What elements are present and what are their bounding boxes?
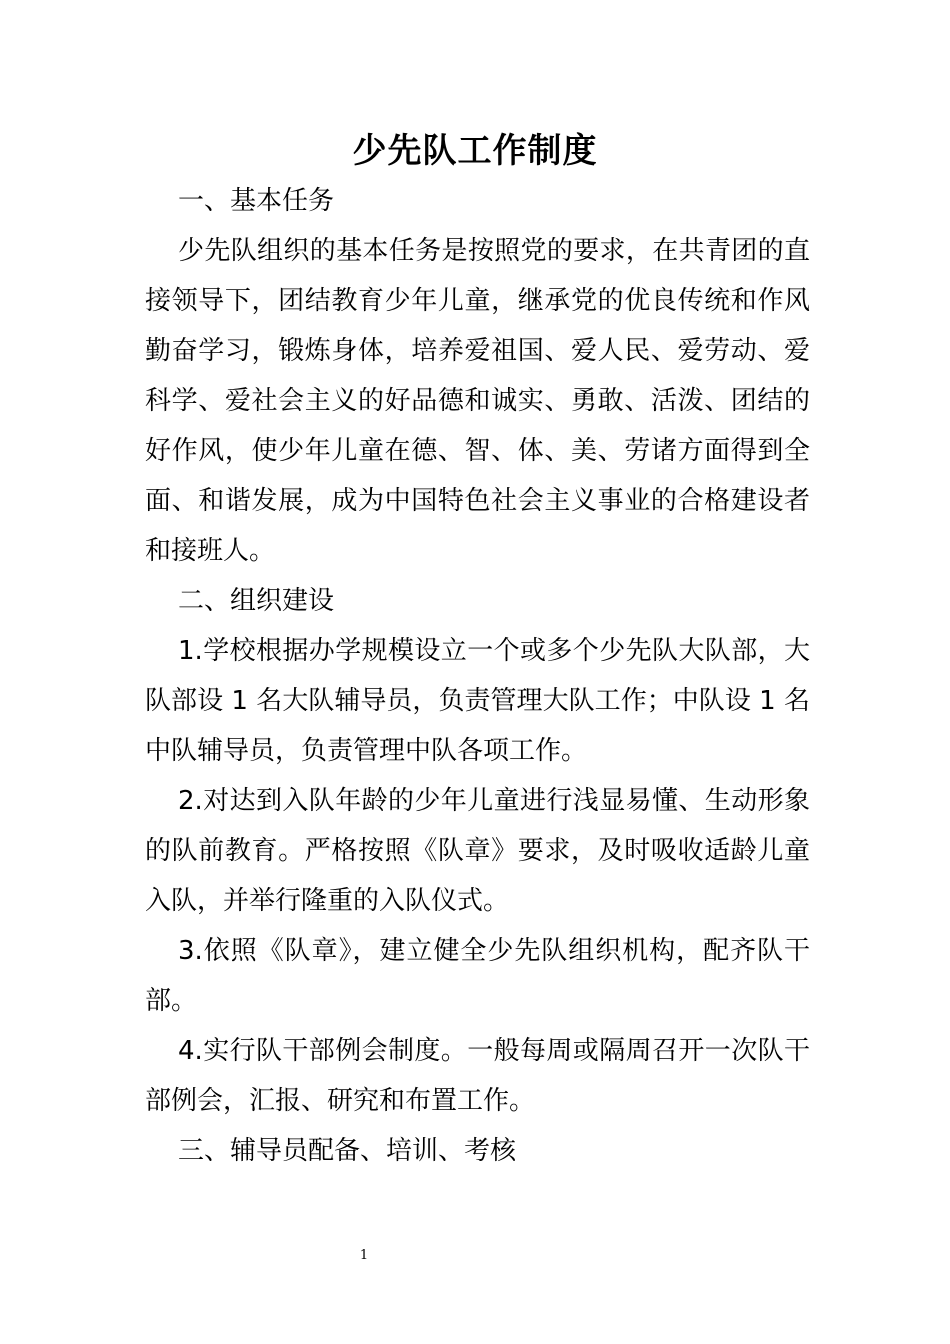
section-heading-counselors: 三、辅导员配备、培训、考核 bbox=[178, 1136, 517, 1166]
paragraph-item-4: 4.实行队干部例会制度。一般每周或隔周召开一次队干部例会，汇报、研究和布置工作。 bbox=[145, 1036, 810, 1116]
document-body bbox=[145, 176, 810, 1176]
paragraph-item-3: 3.依照《队章》，建立健全少先队组织机构，配齐队干部。 bbox=[145, 936, 810, 1016]
page-number: 1 bbox=[359, 1248, 369, 1263]
paragraph-item-2: 2.对达到入队年龄的少年儿童进行浅显易懂、生动形象的队前教育。严格按照《队章》要求，及时吸收适龄儿童入队，并举行隆重的入队仪式。 bbox=[145, 786, 810, 916]
paragraph-item-1: 1.学校根据办学规模设立一个或多个少先队大队部，大队部设 1 名大队辅导员，负责管理大队工作；中队设 1 名中队辅导员，负责管理中队各项工作。 bbox=[145, 636, 810, 766]
section-heading-organization: 二、组织建设 bbox=[178, 586, 335, 616]
document-title: 少先队工作制度 bbox=[352, 131, 598, 171]
paragraph-basic-tasks: 少先队组织的基本任务是按照党的要求，在共青团的直接领导下，团结教育少年儿童，继承党的优良传统和作风勤奋学习，锻炼身体，培养爱祖国、爱人民、爱劳动、爱科学、爱社会主义的好品德和诚实、勇敢、活泼、团结的好作风，使少年儿童在德、智、体、美、劳诸方面得到全面、和谐发展，成为中国特色社会主义事业的合格建设者和接班人。 bbox=[145, 236, 810, 566]
section-heading-basic-tasks: 一、基本任务 bbox=[178, 186, 335, 216]
